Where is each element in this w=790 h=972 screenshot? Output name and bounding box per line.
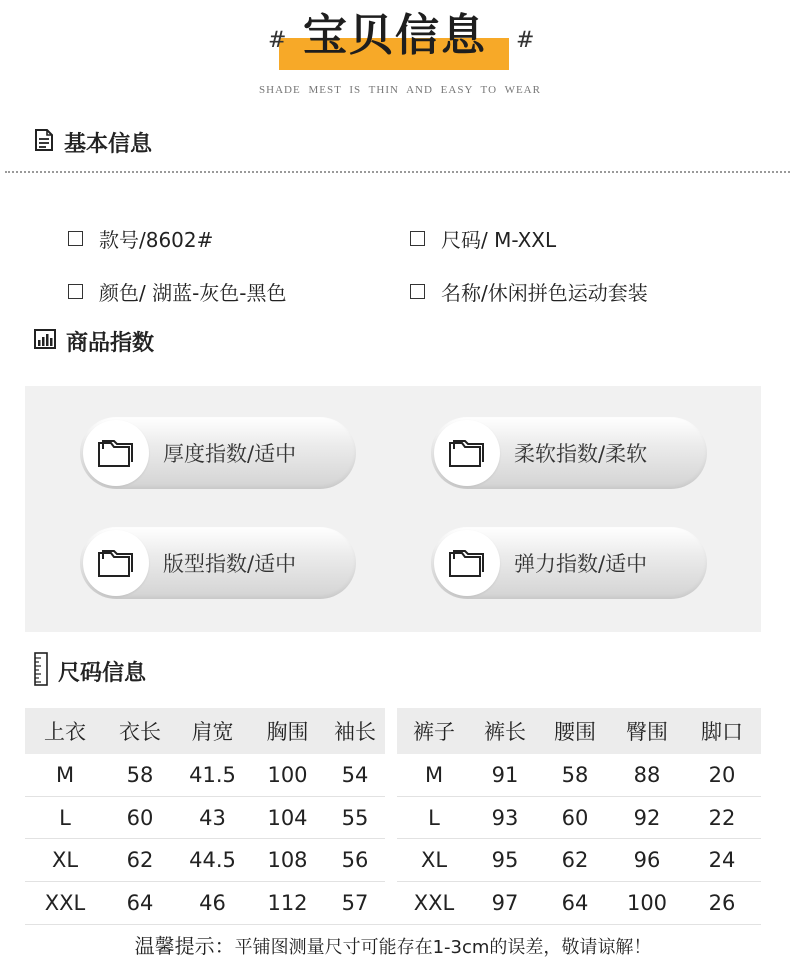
table-header-cell: 腰围	[539, 708, 611, 754]
table-cell: 20	[683, 754, 761, 796]
table-header-cell: 上衣	[25, 708, 105, 754]
info-item	[410, 223, 556, 253]
checkbox-icon	[68, 231, 83, 246]
table-header-cell: 胸围	[250, 708, 325, 754]
table-cell: 60	[539, 796, 611, 839]
table-cell: 22	[683, 796, 761, 839]
index-pill	[431, 527, 707, 599]
table-cell: 44.5	[175, 839, 250, 882]
table-header-cell: 衣长	[105, 708, 175, 754]
table-header-row	[25, 708, 385, 754]
bar-chart-icon	[34, 329, 56, 353]
folder-icon	[434, 530, 500, 596]
divider	[5, 171, 790, 173]
index-label: 柔软指数/柔软	[514, 442, 648, 466]
table-cell: XXL	[413, 891, 455, 916]
section-product-index	[34, 326, 154, 356]
section-size-info	[34, 656, 146, 686]
section-heading: 尺码信息	[58, 660, 147, 686]
table-row	[397, 796, 761, 839]
page-subtitle: SHADE MEST IS THIN AND EASY TO WEAR	[259, 84, 541, 96]
section-heading: 基本信息	[64, 131, 153, 157]
index-label: 版型指数/适中	[163, 552, 297, 576]
table-cell: 92	[611, 796, 683, 839]
table-cell: 54	[325, 754, 385, 796]
footer-note	[25, 930, 761, 959]
info-text: 款号/8602#	[99, 227, 214, 252]
index-pill	[431, 417, 707, 489]
section-heading: 商品指数	[66, 330, 155, 356]
index-pill	[80, 417, 356, 489]
index-pill	[80, 527, 356, 599]
table-cell: XXL	[44, 891, 86, 916]
table-cell: 64	[126, 891, 154, 916]
section-basic-info	[34, 127, 152, 157]
table-cell: 91	[471, 754, 539, 796]
folder-icon	[83, 530, 149, 596]
table-cell: 97	[491, 891, 519, 916]
folder-icon	[83, 420, 149, 486]
checkbox-icon	[68, 284, 83, 299]
table-cell: M	[25, 754, 105, 796]
info-item	[68, 223, 213, 253]
table-cell: 64	[561, 891, 589, 916]
info-item	[68, 276, 287, 306]
table-row	[397, 754, 761, 796]
footer-text: 平铺图测量尺寸可能存在1-3cm的误差，敬请谅解！	[234, 937, 652, 958]
table-cell: 57	[341, 891, 369, 916]
table-cell: 43	[175, 796, 250, 839]
table-cell: 112	[267, 891, 308, 916]
table-cell: 58	[539, 754, 611, 796]
checkbox-icon	[410, 231, 425, 246]
page-title: 宝贝信息	[303, 10, 487, 61]
footer-divider	[25, 924, 761, 925]
document-icon	[34, 129, 54, 155]
ruler-icon	[34, 652, 48, 690]
table-cell: 26	[708, 891, 736, 916]
index-label: 厚度指数/适中	[163, 442, 297, 466]
table-cell: 104	[250, 796, 325, 839]
table-cell: 95	[471, 839, 539, 882]
table-header-cell: 臀围	[611, 708, 683, 754]
folder-icon	[434, 420, 500, 486]
table-header-cell: 裤子	[397, 708, 471, 754]
table-cell: 108	[250, 839, 325, 882]
table-cell: 41.5	[175, 754, 250, 796]
pants-size-table	[397, 708, 761, 924]
table-row	[25, 796, 385, 839]
table-cell: L	[25, 796, 105, 839]
table-cell: 62	[539, 839, 611, 882]
table-row	[397, 882, 761, 924]
table-cell: 24	[683, 839, 761, 882]
table-cell: 60	[105, 796, 175, 839]
table-cell: 96	[611, 839, 683, 882]
table-header-cell: 脚口	[683, 708, 761, 754]
table-header-cell: 袖长	[325, 708, 385, 754]
table-cell: 56	[325, 839, 385, 882]
table-header-row	[397, 708, 761, 754]
hash-left: #	[268, 28, 287, 53]
table-header-cell: 肩宽	[175, 708, 250, 754]
table-row	[397, 839, 761, 882]
table-row	[25, 839, 385, 882]
checkbox-icon	[410, 284, 425, 299]
info-text: 颜色/ 湖蓝-灰色-黑色	[99, 280, 287, 305]
table-cell: 46	[199, 891, 226, 916]
table-row	[25, 882, 385, 924]
info-text: 尺码/ M-XXL	[441, 227, 557, 252]
table-cell: XL	[397, 839, 471, 882]
table-cell: XL	[25, 839, 105, 882]
table-cell: 100	[250, 754, 325, 796]
info-item	[410, 276, 648, 306]
table-cell: 62	[105, 839, 175, 882]
hash-right: #	[516, 28, 535, 53]
footer-label: 温馨提示：	[134, 934, 235, 958]
table-cell: 100	[626, 891, 668, 916]
top-size-table	[25, 708, 385, 924]
table-cell: 58	[105, 754, 175, 796]
table-cell: M	[397, 754, 471, 796]
table-header-cell: 裤长	[471, 708, 539, 754]
table-cell: 93	[471, 796, 539, 839]
table-row	[25, 754, 385, 796]
table-cell: 55	[325, 796, 385, 839]
index-label: 弹力指数/适中	[514, 552, 648, 576]
table-cell: L	[397, 796, 471, 839]
info-text: 名称/休闲拼色运动套装	[441, 280, 648, 305]
table-cell: 88	[611, 754, 683, 796]
